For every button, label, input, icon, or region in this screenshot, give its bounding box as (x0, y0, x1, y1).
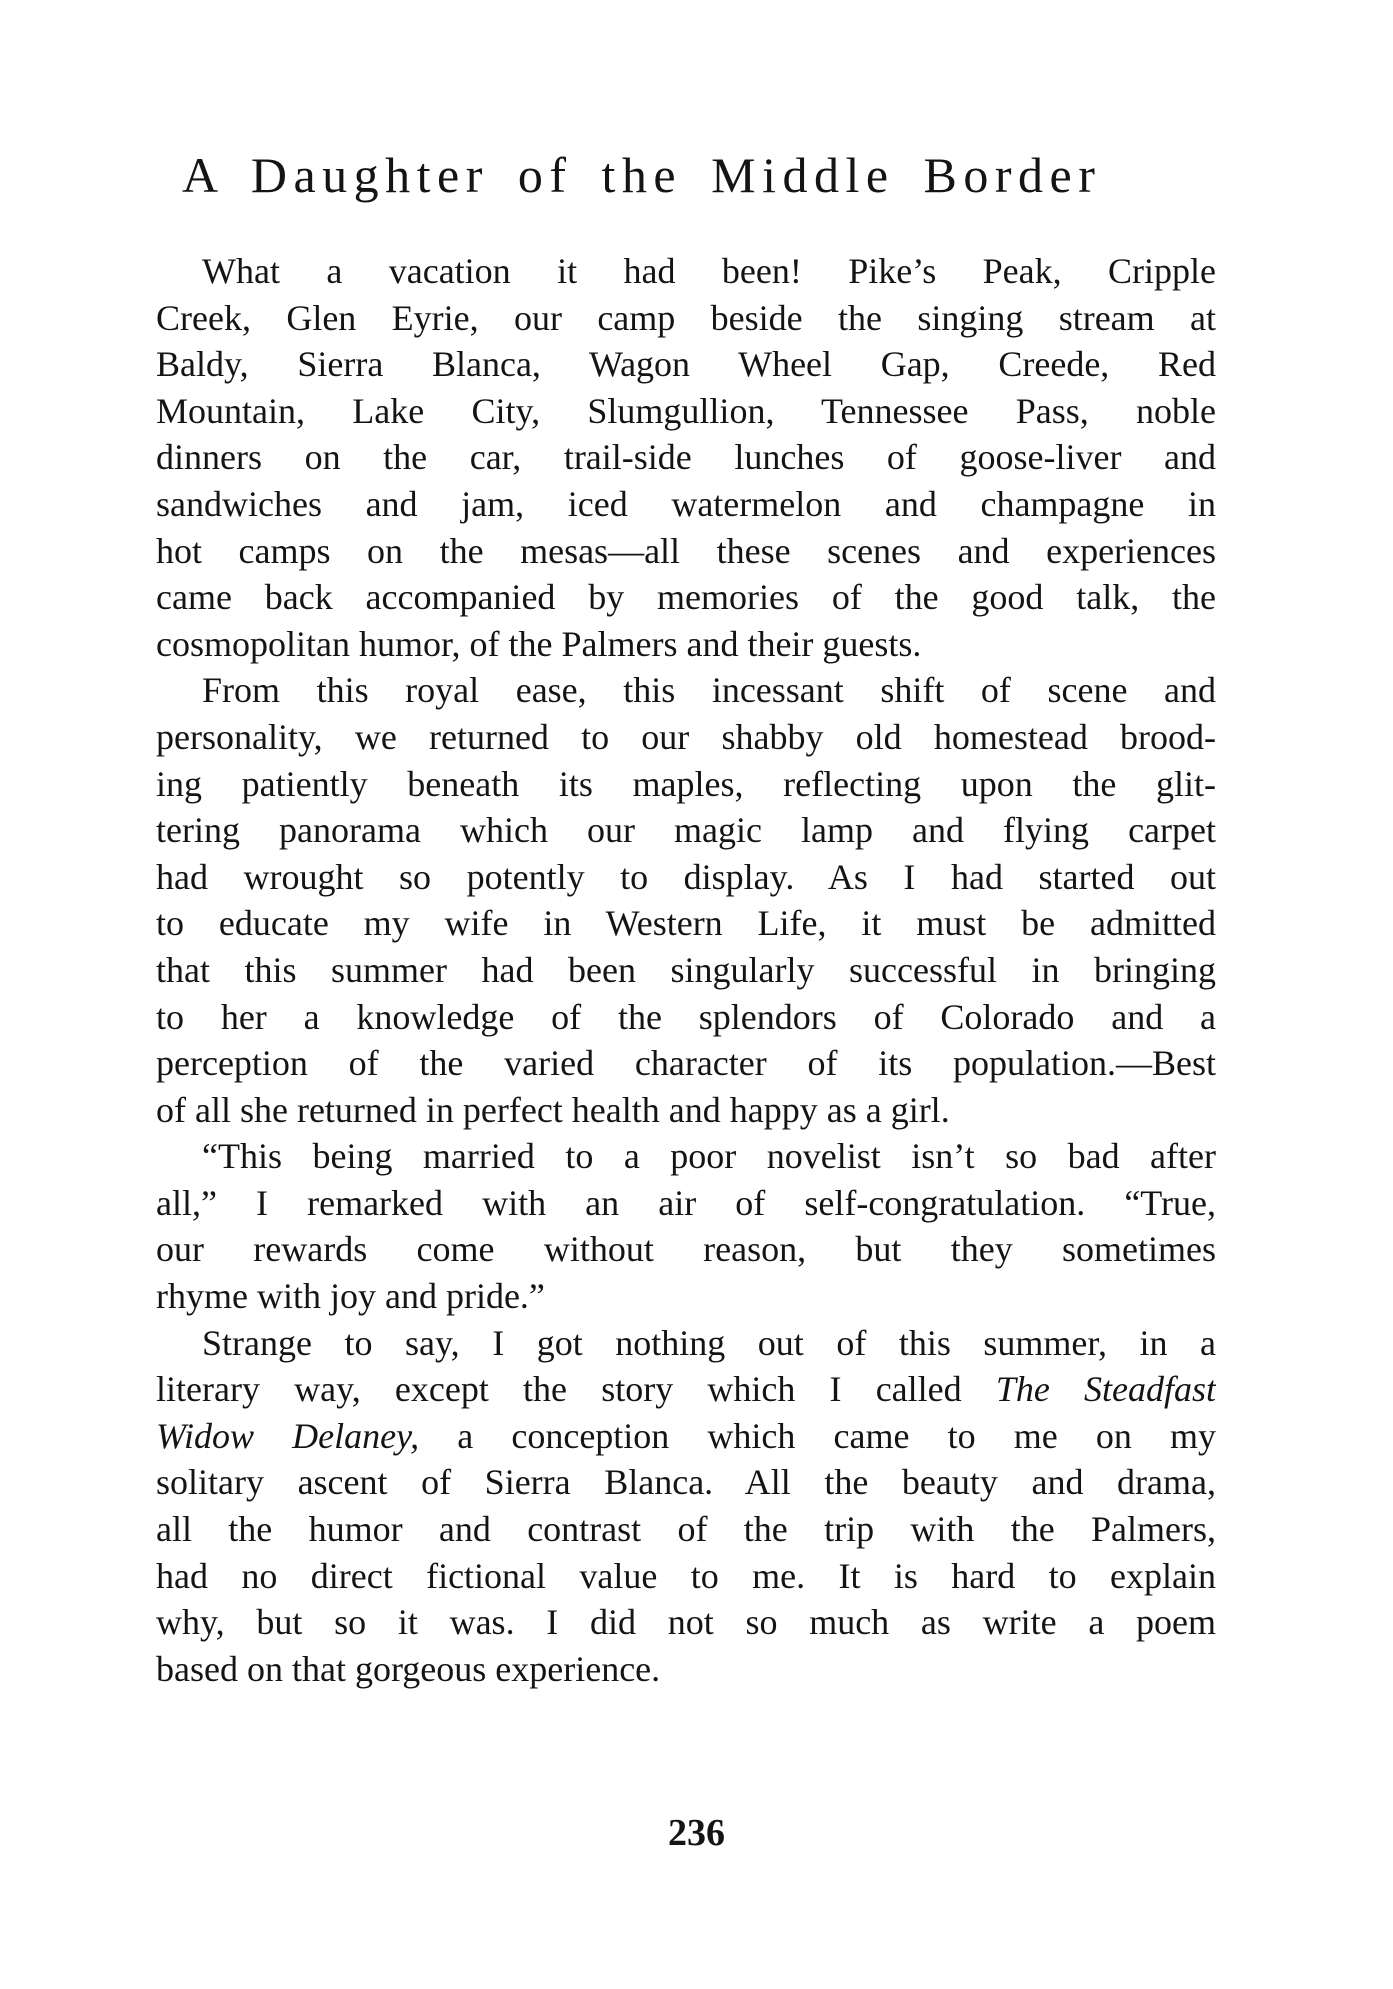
text-line: personality, we returned to our shabby old homestead brood- (156, 716, 1216, 757)
text-line: “This being married to a poor novelist isn’t so bad after (202, 1136, 1216, 1177)
book-title: Widow Delaney, (156, 1415, 420, 1456)
text-line: of all she returned in perfect health and happy as a girl. (156, 1089, 950, 1130)
text-line (156, 1366, 1216, 1413)
text-line: came back accompanied by memories of the good talk, the (156, 577, 1216, 618)
text-line: all,” I remarked with an air of self-congratulation. “True, (156, 1182, 1216, 1223)
text-line: based on that gorgeous experience. (156, 1648, 661, 1689)
text-line (156, 1413, 1216, 1460)
book-title: The Steadfast (995, 1369, 1216, 1410)
text-segment: literary way, except the story which I called (156, 1369, 962, 1410)
text-line: sandwiches and jam, iced watermelon and champagne in (156, 483, 1216, 524)
text-line: why, but so it was. I did not so much as write a poem (156, 1602, 1216, 1643)
text-line: rhyme with joy and pride.” (156, 1276, 545, 1317)
body-text (156, 248, 1216, 1692)
text-line: Strange to say, I got nothing out of this summer, in a (202, 1322, 1216, 1363)
text-line: solitary ascent of Sierra Blanca. All the beauty and drama, (156, 1462, 1216, 1503)
page-number: 236 (668, 1812, 725, 1854)
text-line: Creek, Glen Eyrie, our camp beside the singing stream at (156, 297, 1216, 338)
text-segment: a conception which came to me on my (457, 1415, 1216, 1456)
text-line: From this royal ease, this incessant shift of scene and (202, 670, 1216, 711)
text-line: to her a knowledge of the splendors of Colorado and a (156, 996, 1216, 1037)
text-line: ing patiently beneath its maples, reflecting upon the glit- (156, 763, 1216, 804)
text-line: cosmopolitan humor, of the Palmers and their guests. (156, 623, 922, 664)
text-line: perception of the varied character of its population.—Best (156, 1043, 1216, 1084)
text-line: tering panorama which our magic lamp and flying carpet (156, 810, 1216, 851)
text-line: Baldy, Sierra Blanca, Wagon Wheel Gap, Creede, Red (156, 344, 1216, 385)
text-line: What a vacation it had been! Pike’s Peak, Cripple (202, 251, 1216, 291)
text-line: dinners on the car, trail-side lunches of goose-liver and (156, 437, 1216, 478)
text-line: had no direct fictional value to me. It is hard to explain (156, 1555, 1216, 1596)
text-line: all the humor and contrast of the trip with the Palmers, (156, 1509, 1216, 1550)
text-line: Mountain, Lake City, Slumgullion, Tennessee Pass, noble (156, 390, 1216, 431)
text-line: hot camps on the mesas—all these scenes and experiences (156, 530, 1216, 571)
text-line: that this summer had been singularly successful in bringing (156, 949, 1216, 990)
text-line: to educate my wife in Western Life, it must be admitted (156, 903, 1216, 944)
text-line: our rewards come without reason, but they sometimes (156, 1229, 1216, 1270)
text-line: had wrought so potently to display. As I had started out (156, 856, 1216, 897)
running-head: A Daughter of the Middle Border (182, 147, 1102, 203)
